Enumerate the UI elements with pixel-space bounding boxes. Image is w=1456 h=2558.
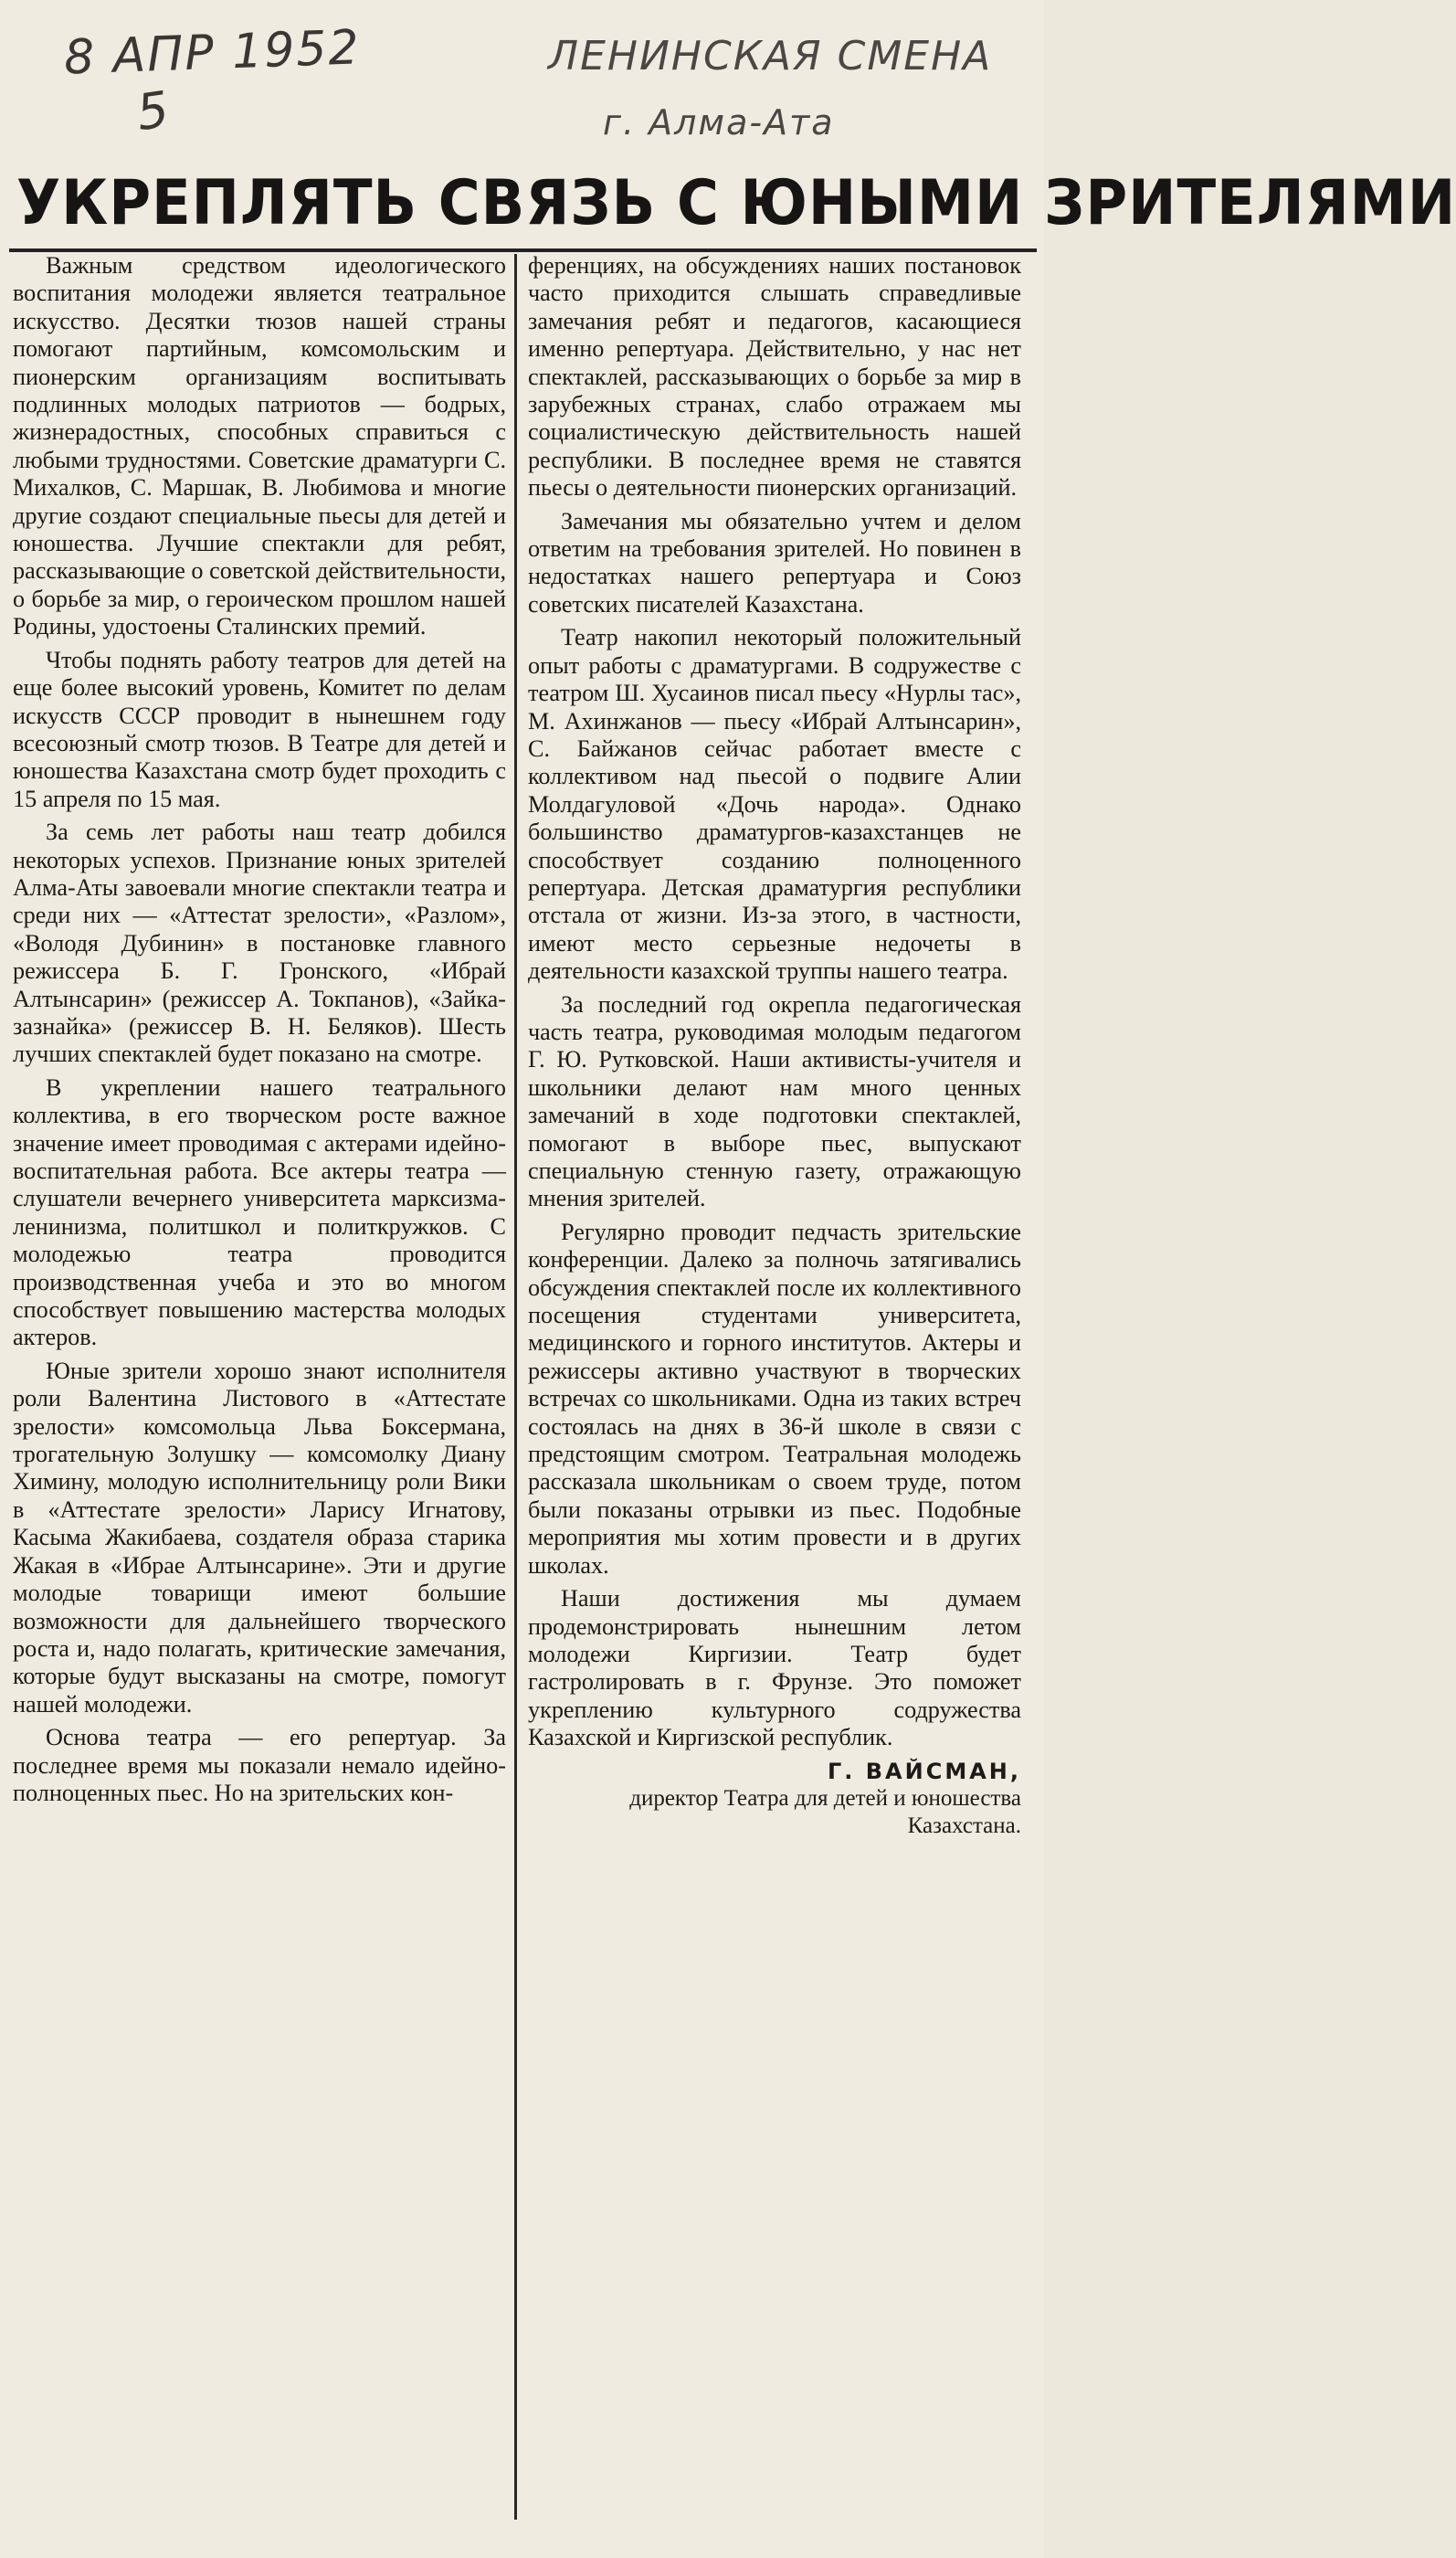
paragraph: Замечания мы обязательно учтем и делом ответим на требования зрителей. Но повинен в недостатках нашего репертуара и Союз советских писателей Казахстана. [528, 507, 1021, 618]
paragraph: Наши достижения мы думаем продемонстрировать нынешним летом молодежи Киргизии. Театр будет гастролировать в г. Фрунзе. Это поможет укреплению культурного содружества Казахской и Киргизской республик. [528, 1585, 1021, 1751]
paragraph: За семь лет работы наш театр добился некоторых успехов. Признание юных зрителей Алма-Аты завоевали многие спектакли театра и среди них — «Аттестат зрелости», «Разлом», «Володя Дубинин» в постановке главного режиссера Б. Г. Гронского, «Ибрай Алтынсарин» (режиссер А. Токпанов), «Зайка-зазнайка» (режиссер В. Н. Беляков). Шесть лучших спектаклей будет показано на смотре. [13, 819, 506, 1068]
author-signature: Г. ВАЙСМАН, [828, 1758, 1021, 1784]
paragraph: За последний год окрепла педагогическая часть театра, руководимая молодым педагогом Г. Ю. Рутковской. Наши активисты-учителя и школьники делают нам много ценных замечаний в ходе подготовки спектаклей, помогают в выборе пьес, выпускают специальную стенную газету, отражающую мнения зрителей. [528, 990, 1021, 1212]
article-column-right [528, 252, 1021, 1845]
article-headline: УКРЕПЛЯТЬ СВЯЗЬ С ЮНЫМИ ЗРИТЕЛЯМИ [16, 167, 1456, 239]
paragraph: Театр накопил некоторый положительный опыт работы с драматургами. В содружестве с театром Ш. Хусаинов писал пьесу «Нурлы тас», М. Ахинжанов — пьесу «Ибрай Алтынсарин», С. Байжанов сейчас работает вместе с коллективом над пьесой о подвиге Алии Молдагуловой «Дочь народа». Однако большинство драматургов-казахстанцев не способствует созданию полноценного репертуара. Детская драматургия республики отстала от жизни. Из-за этого, в частности, имеют место серьезные недочеты в деятельности казахской труппы нашего театра. [528, 624, 1021, 985]
paragraph: Основа театра — его репертуар. За последнее время мы показали немало идейно-полноценных пьес. Но на зрительских кон- [13, 1724, 506, 1806]
paragraph: В укреплении нашего театрального коллектива, в его творческом росте важное значение имеет проводимая с актерами идейно-воспитательная работа. Все актеры театра — слушатели вечернего университета марксизма-ленинизма, политшкол и политкружков. С молодежью театра проводится производственная учеба и это во многом способствует повышению мастерства молодых актеров. [13, 1073, 506, 1351]
author-role: директор Театра для детей и юношества Казахстана. [629, 1785, 1021, 1838]
paragraph: Чтобы поднять работу театров для детей на еще более высокий уровень, Комитет по делам искусств СССР проводит в нынешнем году всесоюзный смотр тюзов. В Театре для детей и юношества Казахстана смотр будет проходить с 15 апреля по 15 мая. [13, 646, 506, 812]
column-divider [514, 254, 517, 2520]
paragraph: ференциях, на обсуждениях наших постановок часто приходится слышать справедливые замечания ребят и педагогов, касающиеся именно репертуара. Действительно, у нас нет спектаклей, рассказывающих о борьбе за мир в зарубежных странах, слабо отражаем мы социалистическую действительность нашей республики. В последнее время не ставятся пьесы о деятельности пионерских организаций. [528, 252, 1021, 502]
article-column-left [13, 252, 506, 1813]
handwritten-date: 8 АПР 1952 [63, 20, 362, 86]
handwritten-number: 5 [132, 79, 173, 143]
city-stamp: г. Алма-Ата [603, 102, 835, 143]
paragraph: Важным средством идеологического воспитания молодежи является театральное искусство. Десятки тюзов нашей страны помогают партийным, комсомольским и пионерским организациям воспитывать подлинных молодых патриотов — бодрых, жизнерадостных, способных справиться с любыми трудностями. Советские драматурги С. Михалков, С. Маршак, В. Любимова и многие другие создают специальные пьесы для детей и юношества. Лучшие спектакли для ребят, рассказывающие о советской действительности, о борьбе за мир, о героическом прошлом нашей Родины, удостоены Сталинских премий. [13, 252, 506, 640]
paragraph: Регулярно проводит педчасть зрительские конференции. Далеко за полночь затягивались обсуждения спектаклей после их коллективного посещения студентами университета, медицинского и горного институтов. Актеры и режиссеры активно участвуют в творческих встречах со школьниками. Одна из таких встреч состоялась на днях в 36-й школе в связи с предстоящим смотром. Театральная молодежь рассказала школьникам о своем труде, потом были показаны отрывки из пьес. Подобные мероприятия мы хотим провести и в других школах. [528, 1218, 1021, 1579]
paragraph: Юные зрители хорошо знают исполнителя роли Валентина Листового в «Аттестате зрелости» комсомольца Льва Боксермана, трогательную Золушку — комсомолку Диану Химину, молодую исполнительницу роли Вики в «Аттестате зрелости» Ларису Игнатову, Касыма Жакибаева, создателя образа старика Жакая в «Ибрае Алтынсарине». Эти и другие молодые товарищи имеют большие возможности для дальнейшего творческого роста и, надо полагать, критические замечания, которые будут высказаны на смотре, помогут нашей молодежи. [13, 1357, 506, 1718]
newspaper-name-stamp: ЛЕНИНСКАЯ СМЕНА [548, 33, 993, 79]
